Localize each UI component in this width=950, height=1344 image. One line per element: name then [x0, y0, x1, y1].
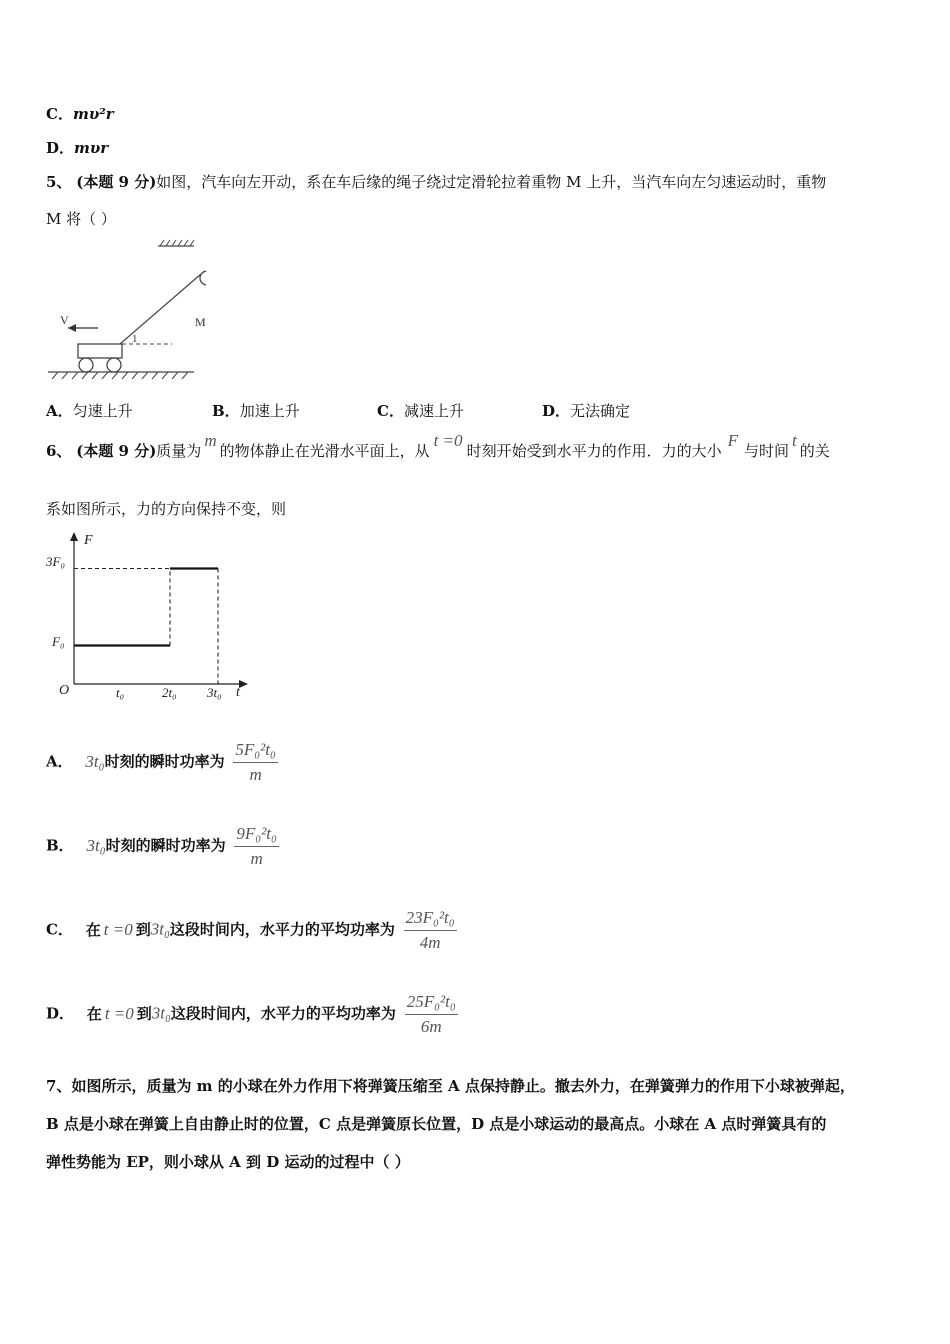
- fraction-denominator: 4m: [419, 933, 441, 952]
- math-m: m: [204, 431, 217, 450]
- option-text: 这段时间内，水平力的平均功率为: [169, 920, 395, 939]
- option-text: 在: [85, 920, 101, 939]
- question-score: (本题 9 分): [76, 442, 157, 460]
- fraction-numerator: 23F₀²t₀: [404, 908, 457, 931]
- x-tick-label: 2t₀: [162, 685, 177, 700]
- fraction-numerator: 5F₀²t₀: [233, 740, 278, 763]
- question-text: 的关: [799, 442, 830, 460]
- q6-force-time-graph: [44, 528, 254, 704]
- q6-option-d: [46, 992, 458, 1037]
- math-t-eq-0: t =0: [104, 1003, 134, 1023]
- q4-option-d: [46, 137, 108, 158]
- car-wheel: [107, 358, 121, 372]
- origin-label: O: [59, 683, 70, 698]
- question-number: 6、: [46, 442, 72, 460]
- fraction-denominator: m: [249, 765, 262, 784]
- math-t: t: [791, 431, 797, 450]
- q6-option-a: [46, 740, 278, 785]
- x-axis-label: t: [236, 685, 240, 700]
- option-text: 到: [135, 920, 151, 939]
- q5-option-d: [542, 400, 630, 421]
- q6-option-b: [46, 824, 279, 869]
- question-number: 5、: [46, 173, 72, 191]
- q5-option-b: [212, 400, 300, 421]
- math-3t0: 3t₀: [150, 919, 170, 939]
- q5-option-a: [46, 400, 133, 421]
- question-text: B 点是小球在弹簧上自由静止时的位置，C 点是弹簧原长位置，D 点是小球运动的最高点。小球在 A 点时弹簧具有的: [46, 1115, 827, 1133]
- q7-stem-line3: [46, 1151, 410, 1172]
- question-text: 的物体静止在光滑水平面上，从: [219, 442, 430, 460]
- y-axis-label: F: [84, 533, 93, 548]
- q6-stem-line2: [46, 498, 286, 519]
- angle-label: 1: [132, 333, 138, 345]
- q7-stem-line2: [46, 1113, 826, 1134]
- y-tick-label: 3F₀: [46, 554, 65, 569]
- option-letter: C．: [377, 402, 404, 420]
- option-text: mυ²r: [72, 105, 114, 123]
- math-t-eq-0: t =0: [103, 919, 133, 939]
- q5-option-c: [377, 400, 464, 421]
- option-text: 匀速上升: [72, 402, 133, 420]
- option-text: 在: [86, 1004, 102, 1023]
- question-text: 如图，汽车向左开动，系在车后缘的绳子绕过定滑轮拉着重物 M 上升，当汽车向左匀速运动时，重物: [156, 173, 827, 191]
- car-wheel: [79, 358, 93, 372]
- fraction-numerator: 25F₀²t₀: [405, 992, 458, 1015]
- option-text: 加速上升: [239, 402, 300, 420]
- fraction: [234, 824, 279, 869]
- q7-stem-line1: [46, 1075, 855, 1096]
- pulley: [200, 271, 206, 285]
- option-text: mυr: [74, 139, 109, 157]
- option-text: 无法确定: [570, 402, 631, 420]
- q5-stem-line2: [46, 208, 116, 229]
- option-text: 这段时间内，水平力的平均功率为: [170, 1004, 396, 1023]
- weight-label: M: [195, 315, 206, 329]
- x-tick-label: 3t₀: [207, 685, 222, 700]
- q6-stem-line1: [46, 431, 830, 470]
- fraction: [233, 740, 278, 785]
- y-tick-label: F₀: [52, 634, 65, 649]
- option-text: 时刻的瞬时功率为: [104, 752, 225, 771]
- question-text: M 将（ ）: [46, 210, 116, 228]
- option-text: 到: [136, 1004, 152, 1023]
- option-letter: C．: [46, 105, 73, 123]
- question-text: 时刻开始受到水平力的作用．力的大小: [466, 442, 722, 460]
- math-3t0: 3t₀: [85, 751, 105, 771]
- option-letter: A．: [46, 752, 73, 771]
- option-letter: C．: [46, 920, 73, 939]
- q5-figure-car-pulley: [46, 238, 206, 380]
- question-number: 7、: [46, 1077, 72, 1095]
- option-letter: B．: [212, 402, 240, 420]
- option-text: 时刻的瞬时功率为: [105, 836, 226, 855]
- math-F: F: [727, 431, 738, 450]
- velocity-label: V: [60, 313, 69, 327]
- option-letter: A．: [46, 402, 73, 420]
- option-text: 减速上升: [403, 402, 464, 420]
- math-3t0: 3t₀: [86, 835, 106, 855]
- x-tick-label: t₀: [116, 685, 125, 700]
- question-text: 如图所示，质量为 m 的小球在外力作用下将弹簧压缩至 A 点保持静止。撤去外力，在弹簧弹力的作用下小球被弹起，: [71, 1077, 855, 1095]
- option-letter: D．: [46, 1004, 75, 1023]
- option-letter: B．: [46, 836, 74, 855]
- fraction-denominator: 6m: [420, 1017, 442, 1036]
- fraction-denominator: m: [250, 849, 263, 868]
- math-t-eq-0: t =0: [433, 431, 463, 450]
- question-score: (本题 9 分): [76, 173, 157, 191]
- fraction: [405, 992, 458, 1037]
- car-body: [78, 344, 122, 358]
- q5-stem-line1: [46, 171, 826, 192]
- q6-option-c: [46, 908, 457, 953]
- fraction: [404, 908, 457, 953]
- question-text: 系如图所示，力的方向保持不变，则: [46, 500, 287, 518]
- option-letter: D．: [46, 139, 75, 157]
- q4-option-c: [46, 103, 114, 124]
- fraction-numerator: 9F₀²t₀: [234, 824, 279, 847]
- option-letter: D．: [542, 402, 571, 420]
- question-text: 弹性势能为 EP，则小球从 A 到 D 运动的过程中（ ）: [46, 1153, 410, 1171]
- question-text: 与时间: [743, 442, 789, 460]
- question-text: 质量为: [156, 442, 202, 460]
- math-3t0: 3t₀: [151, 1003, 171, 1023]
